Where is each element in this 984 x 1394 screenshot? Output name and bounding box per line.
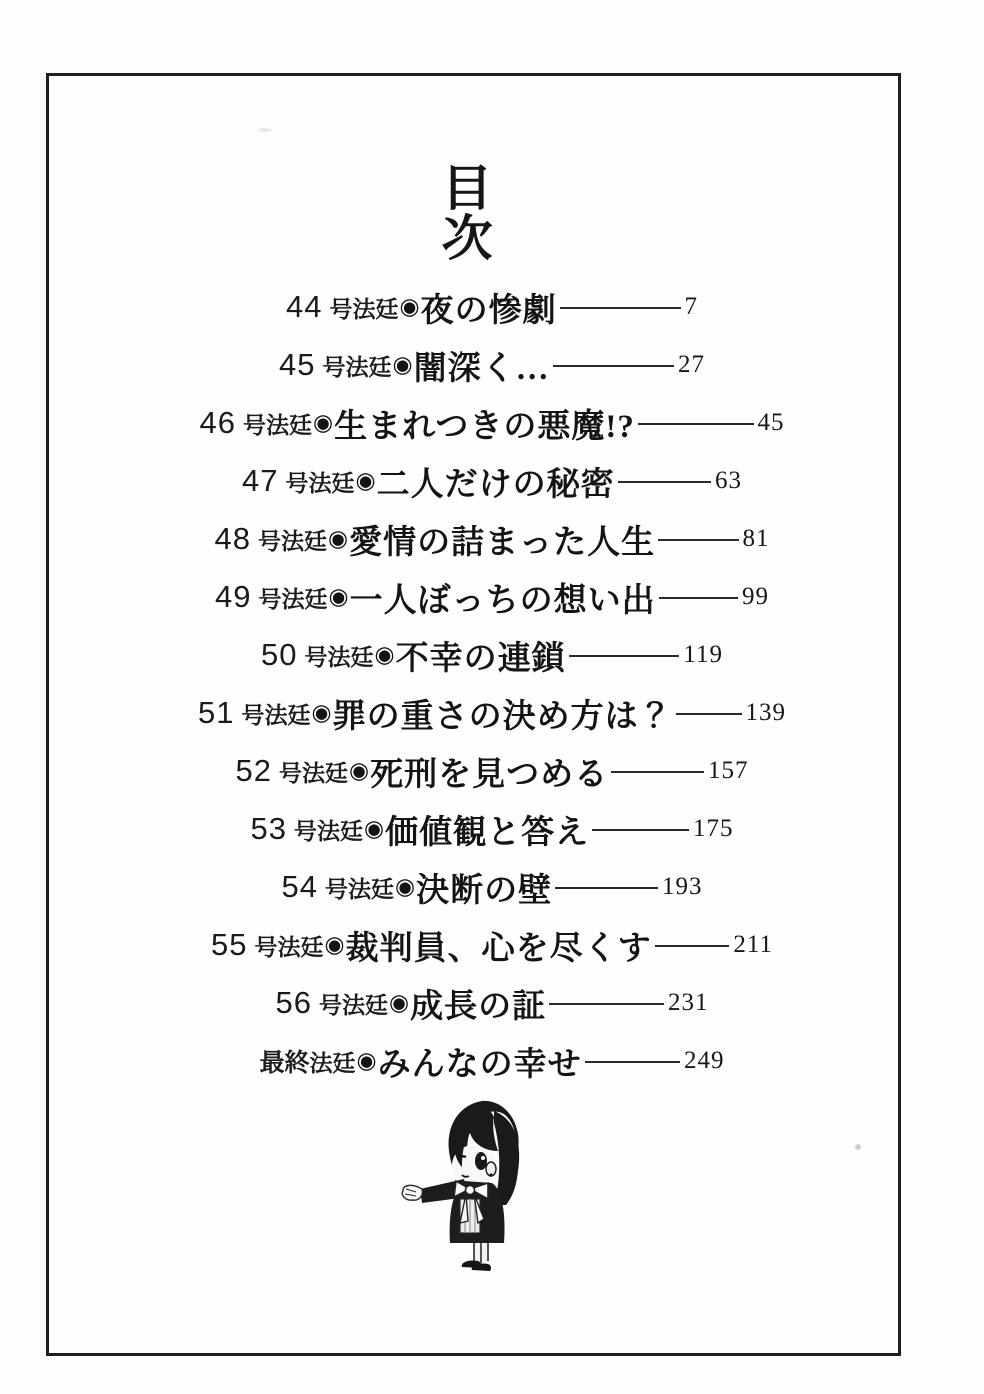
toc-entry-line <box>215 516 770 563</box>
chapter-title: 裁判員、心を尽くす <box>345 930 652 967</box>
earring <box>489 1173 492 1176</box>
toc-entry <box>0 510 984 568</box>
chapter-court-label: 号法廷 <box>254 933 324 960</box>
fisheye-bullet-icon: ◉ <box>355 467 376 494</box>
leg-right <box>482 1243 487 1261</box>
fisheye-bullet-icon: ◉ <box>388 989 410 1016</box>
toc-entry <box>0 1032 984 1090</box>
chapter-title: 愛情の詰まった人生 <box>349 524 656 561</box>
scan-speck <box>855 1144 861 1150</box>
chapter-number: 54 <box>281 869 318 904</box>
page-number: 45 <box>757 409 785 436</box>
toc-entry <box>0 336 984 394</box>
toc-entry <box>0 278 984 336</box>
chapter-title: 夜の惨劇 <box>420 292 557 329</box>
fisheye-bullet-icon: ◉ <box>374 641 395 668</box>
fisheye-bullet-icon: ◉ <box>348 757 370 784</box>
chapter-number: 45 <box>279 347 316 382</box>
page-number: 99 <box>742 583 769 610</box>
page-number: 7 <box>684 293 698 320</box>
chapter-title: みんなの幸せ <box>377 1046 582 1083</box>
toc-title-char-1: 目 <box>441 160 493 217</box>
fisheye-bullet-icon: ◉ <box>311 699 332 726</box>
chapter-number: 44 <box>286 289 323 324</box>
fisheye-bullet-icon: ◉ <box>324 931 345 958</box>
leader-line <box>655 945 730 947</box>
chapter-court-label: 号法廷 <box>318 991 388 1018</box>
leader-line <box>659 597 738 599</box>
toc-entry-line <box>236 748 749 795</box>
fisheye-bullet-icon: ◉ <box>363 815 385 842</box>
leader-line <box>560 307 681 309</box>
toc-entry-line <box>260 1038 725 1085</box>
fisheye-bullet-icon: ◉ <box>328 583 349 610</box>
chapter-court-label: 号法廷 <box>278 759 348 786</box>
toc-entry <box>0 858 984 916</box>
page-number: 249 <box>684 1047 725 1074</box>
leader-line <box>555 887 658 889</box>
chapter-number: 52 <box>235 753 272 788</box>
leader-line <box>592 829 689 831</box>
chapter-number: 50 <box>261 637 298 672</box>
page-number: 81 <box>742 525 770 552</box>
chapter-title: 罪の重さの決め方は？ <box>332 698 673 735</box>
toc-entry-line <box>198 690 786 737</box>
leader-line <box>676 713 742 715</box>
chapter-court-label: 号法廷 <box>242 411 312 438</box>
toc-entry <box>0 974 984 1032</box>
toc-entry <box>0 800 984 858</box>
chapter-court-label: 号法廷 <box>322 353 392 380</box>
right-eye <box>475 1152 487 1170</box>
toc-entry-line <box>242 458 742 505</box>
chapter-court-label: 号法廷 <box>241 701 311 728</box>
chapter-title: 生まれつきの悪魔!? <box>334 408 635 445</box>
chapter-title: 二人だけの秘密 <box>376 466 615 503</box>
page-number: 157 <box>708 757 749 784</box>
page-number: 139 <box>745 699 786 726</box>
leader-line <box>638 423 754 425</box>
leader-line <box>569 655 680 657</box>
leader-line <box>658 539 738 541</box>
chapter-title: 闇深く… <box>413 350 550 387</box>
chapter-number: 最終 <box>259 1049 310 1077</box>
chapter-title: 不幸の連鎖 <box>395 640 566 677</box>
leader-line <box>553 365 674 367</box>
toc-entry-line <box>211 922 773 969</box>
toc-entry-line <box>286 284 698 331</box>
chapter-court-label: 法廷 <box>309 1049 356 1076</box>
toc-entry-line <box>215 574 769 621</box>
chapter-number: 53 <box>250 811 287 846</box>
chapter-court-label: 号法廷 <box>257 527 327 554</box>
chapter-title: 成長の証 <box>410 988 547 1025</box>
chapter-title: 決断の壁 <box>416 872 553 909</box>
toc-entry <box>0 916 984 974</box>
page-number: 193 <box>662 873 703 900</box>
leader-line <box>611 771 704 773</box>
chapter-number: 55 <box>211 927 248 962</box>
leader-line <box>585 1061 680 1063</box>
chapter-number: 51 <box>198 695 235 730</box>
fisheye-bullet-icon: ◉ <box>399 293 420 320</box>
leg-left <box>475 1243 480 1261</box>
page-number: 175 <box>693 815 734 842</box>
page-number: 211 <box>733 931 773 958</box>
toc-entry <box>0 626 984 684</box>
page-number: 119 <box>683 641 723 668</box>
fisheye-bullet-icon: ◉ <box>394 873 416 900</box>
toc-entry <box>0 452 984 510</box>
scan-speck <box>258 128 272 132</box>
chapter-court-label: 号法廷 <box>324 875 394 902</box>
chapter-court-label: 号法廷 <box>258 585 328 612</box>
chapter-court-label: 号法廷 <box>304 643 374 670</box>
fisheye-bullet-icon: ◉ <box>392 351 413 378</box>
chapter-court-label: 号法廷 <box>285 469 355 496</box>
toc-entry-line <box>261 632 723 679</box>
fisheye-bullet-icon: ◉ <box>312 409 334 436</box>
bow-knot <box>466 1186 475 1195</box>
toc-entry <box>0 684 984 742</box>
toc-entry <box>0 742 984 800</box>
toc-entry-line <box>251 806 734 853</box>
leader-line <box>618 481 711 483</box>
chapter-title: 一人ぼっちの想い出 <box>349 582 656 619</box>
chapter-title: 価値観と答え <box>385 814 590 851</box>
toc-entry <box>0 394 984 452</box>
leader-line <box>549 1003 664 1005</box>
chapter-number: 47 <box>242 463 279 498</box>
toc-entry <box>0 568 984 626</box>
toc-title-char-2: 次 <box>441 210 493 267</box>
chapter-number: 48 <box>214 521 251 556</box>
chapter-court-label: 号法廷 <box>293 817 363 844</box>
fisheye-bullet-icon: ◉ <box>356 1047 377 1074</box>
hand <box>402 1185 422 1200</box>
page-number: 27 <box>678 351 705 378</box>
page-number: 231 <box>668 989 709 1016</box>
toc-entry-line <box>282 864 703 911</box>
toc-entry-line <box>200 400 785 447</box>
chapter-number: 49 <box>215 579 252 614</box>
chapter-title: 死刑を見つめる <box>370 756 609 793</box>
chapter-court-label: 号法廷 <box>329 295 399 322</box>
fisheye-bullet-icon: ◉ <box>327 525 349 552</box>
toc-entry-line <box>276 980 709 1027</box>
toc-title <box>436 160 498 267</box>
toc-entry-line <box>279 342 705 389</box>
toc-entry-list <box>0 278 984 1090</box>
page-number: 63 <box>715 467 742 494</box>
eye-highlight <box>481 1156 485 1160</box>
chapter-number: 56 <box>275 985 312 1020</box>
chibi-girl-illustration <box>398 1093 582 1291</box>
chapter-number: 46 <box>199 405 236 440</box>
